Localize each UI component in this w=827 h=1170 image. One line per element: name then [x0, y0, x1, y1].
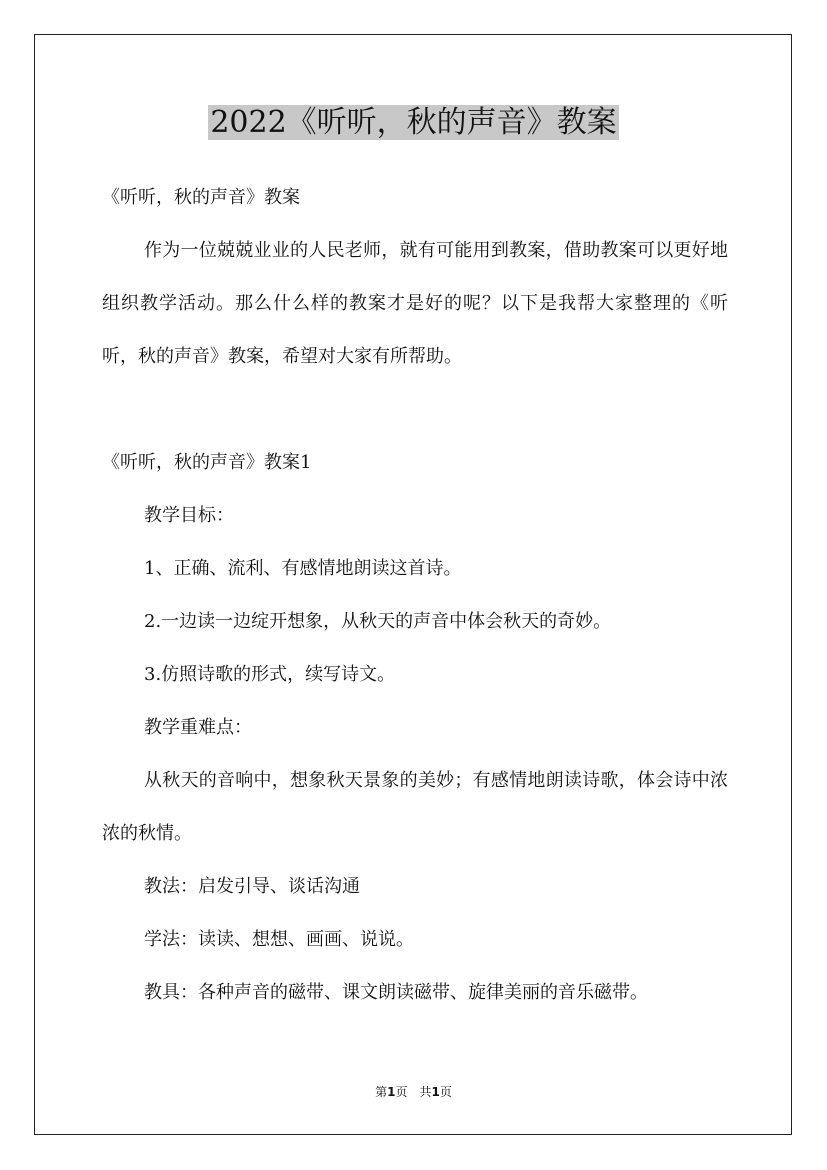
- paragraph-teaching-method: 教法：启发引导、谈话沟通: [144, 876, 360, 897]
- document-title: [0, 102, 827, 144]
- paragraph-learning-method: 学法：读读、想想、画画、说说。: [144, 929, 414, 950]
- document-body: [102, 171, 728, 1019]
- footer-page-total: 1: [431, 1085, 440, 1099]
- section-heading: 《听听，秋的声音》教案1: [102, 452, 312, 473]
- page-footer: [0, 1084, 827, 1100]
- paragraph-key-points: 从秋天的音响中，想象秋天景象的美妙；有感情地朗读诗歌，体会诗中浓浓的秋情。: [102, 770, 728, 844]
- paragraph-key-points-label: 教学重难点：: [144, 717, 252, 738]
- footer-page-prefix: 第: [375, 1085, 388, 1099]
- paragraph-goal-3: 3.仿照诗歌的形式，续写诗文。: [144, 664, 396, 685]
- footer-page-number: 1: [387, 1085, 396, 1099]
- paragraph-goal-1: 1、正确、流利、有感情地朗读这首诗。: [144, 558, 462, 579]
- paragraph-subtitle: 《听听，秋的声音》教案: [102, 187, 300, 208]
- document-title-text: 2022《听听，秋的声音》教案: [210, 105, 617, 140]
- paragraph-gap: [102, 383, 728, 436]
- footer-page-mid: 页 共: [395, 1085, 432, 1099]
- footer-page-suffix: 页: [439, 1085, 452, 1099]
- paragraph-teaching-tools: 教具：各种声音的磁带、课文朗读磁带、旋律美丽的音乐磁带。: [144, 982, 648, 1003]
- paragraph-goal-2: 2.一边读一边绽开想象，从秋天的声音中体会秋天的奇妙。: [144, 611, 612, 632]
- paragraph-intro: 作为一位兢兢业业的人民老师，就有可能用到教案，借助教案可以更好地组织教学活动。那么什么样的教案才是好的呢？以下是我帮大家整理的《听听，秋的声音》教案，希望对大家有所帮助。: [102, 240, 728, 367]
- paragraph-teaching-goals-label: 教学目标：: [144, 505, 234, 526]
